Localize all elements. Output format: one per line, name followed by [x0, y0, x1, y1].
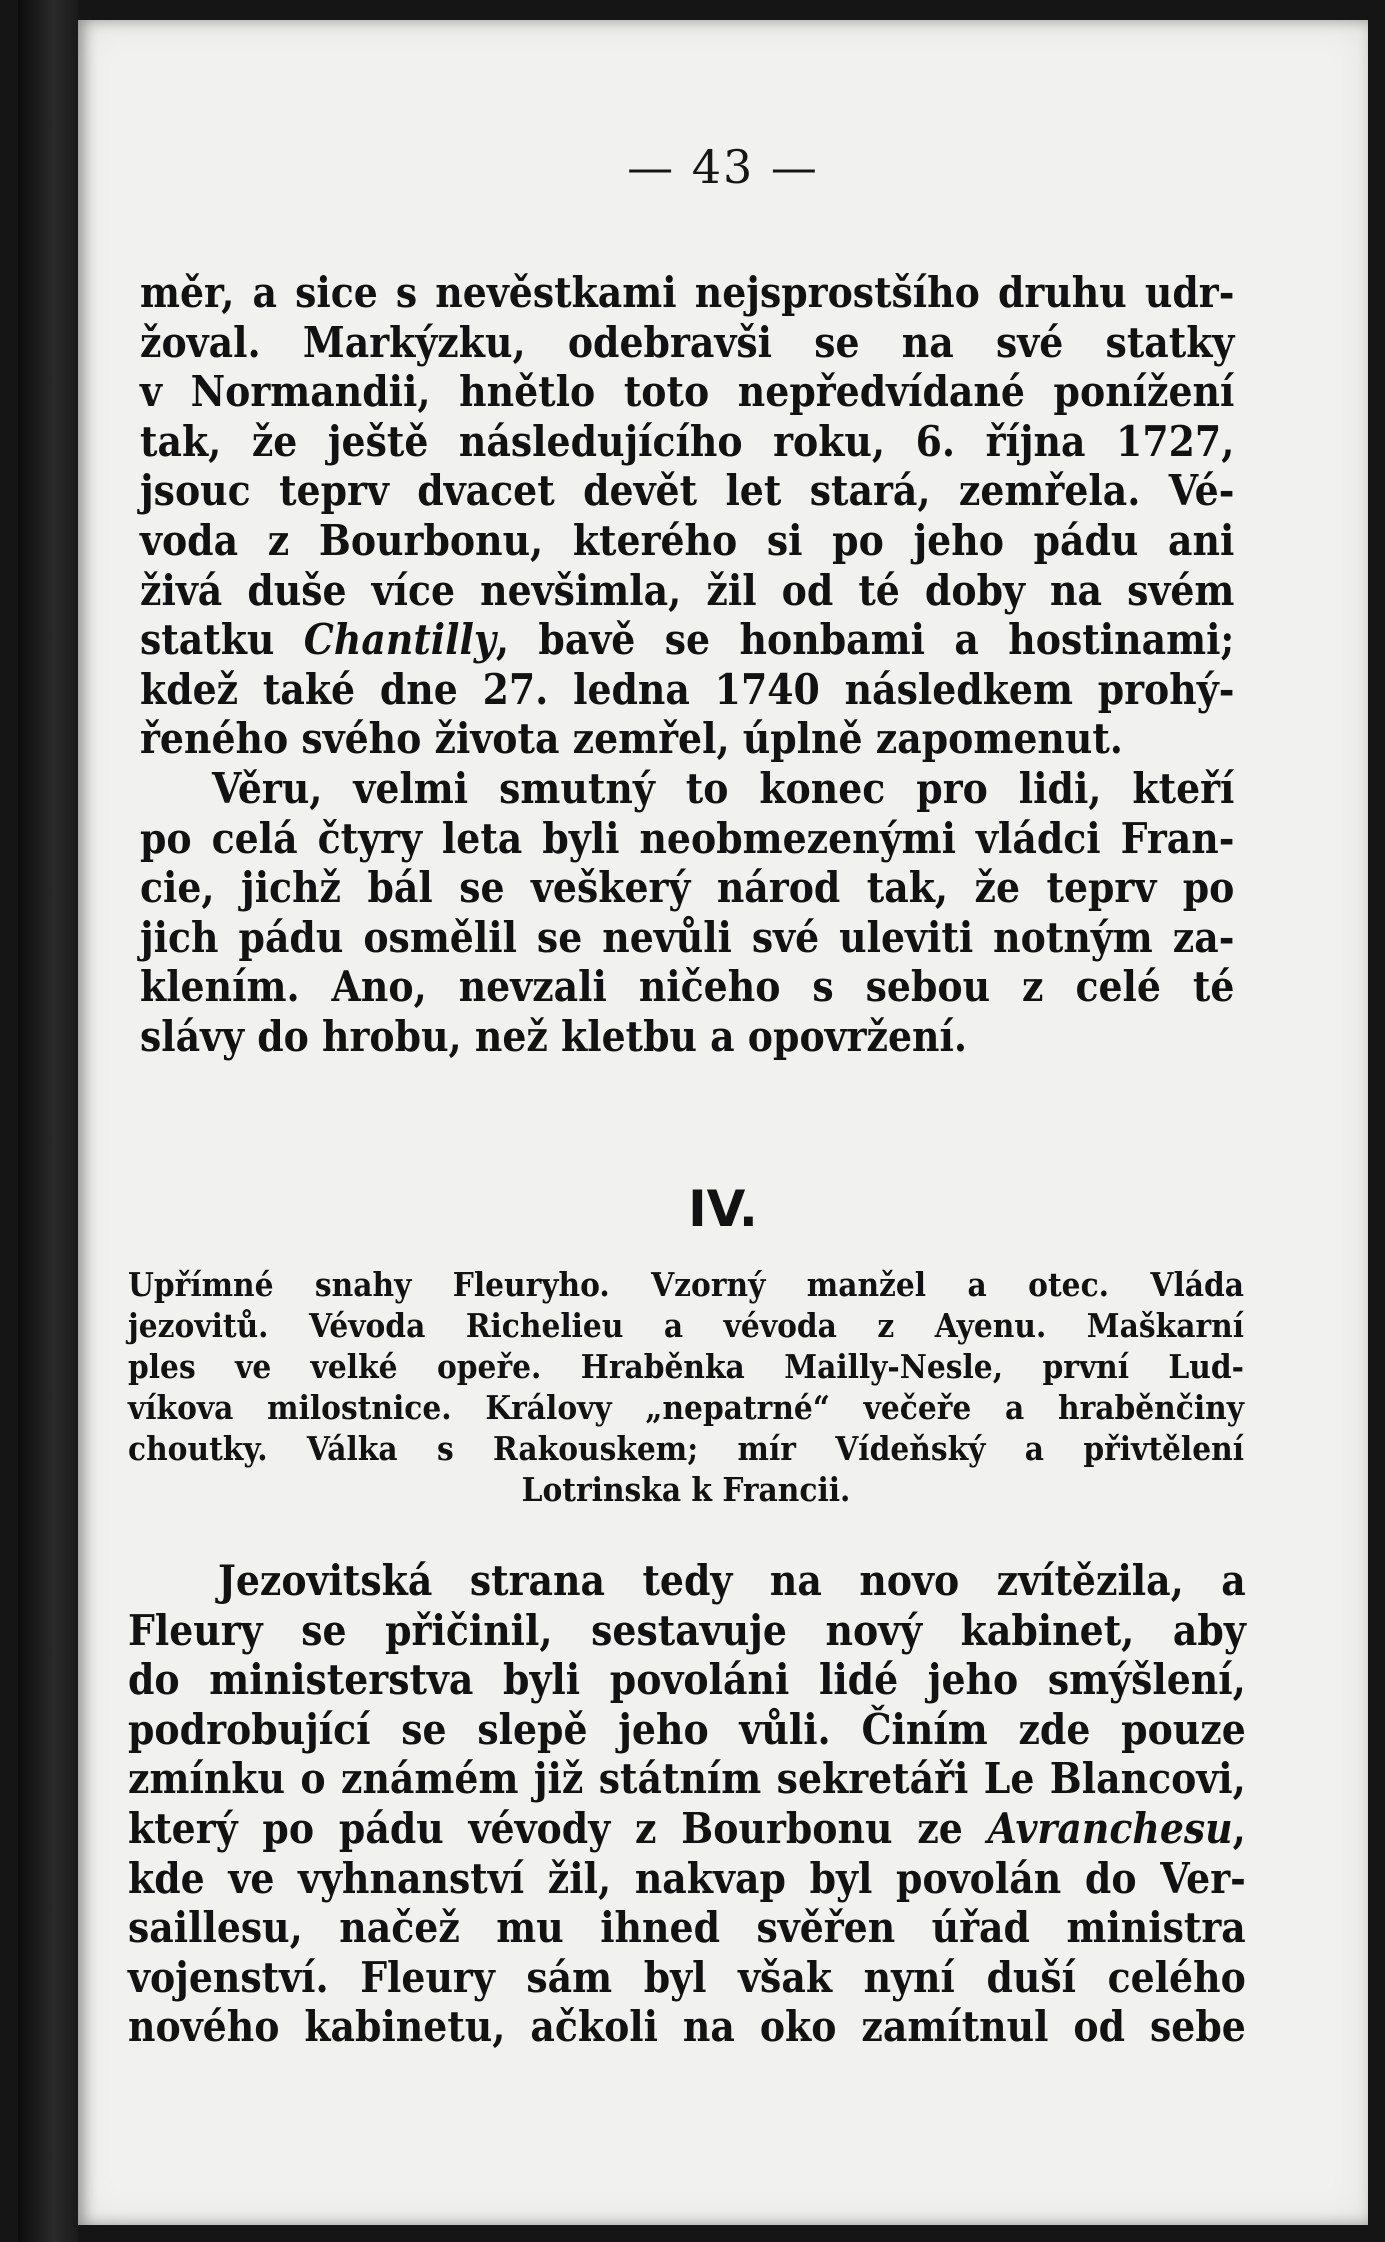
- page-number: — 43 —: [627, 140, 819, 194]
- text-line: do ministerstva byli povoláni lidé jeho smýšlení,: [128, 1655, 1246, 1705]
- book-page: [78, 20, 1368, 2225]
- text-line: nového kabinetu, ačkoli na oko zamítnul od sebe: [128, 2002, 1246, 2052]
- text-line: saillesu, načež mu ihned svěřen úřad ministra: [128, 1903, 1246, 1953]
- summary-line: Lotrinska k Francii.: [521, 1470, 851, 1509]
- chapter-summary: [128, 1264, 1244, 1510]
- book-spine-shadow: [18, 0, 78, 2242]
- paragraph-1: [140, 268, 1234, 1062]
- italic-place-name: Avranchesu: [987, 1803, 1233, 1853]
- text-line: slávy do hrobu, než kletbu a opovržení.: [140, 1011, 968, 1061]
- italic-place-name: Chantilly: [303, 615, 496, 665]
- text-line: vojenství. Fleury sám byl však nyní duší celého: [128, 1952, 1246, 2002]
- summary-line: Upřímné snahy Fleuryho. Vzorný manžel a otec. Vláda: [128, 1265, 1244, 1304]
- summary-line: jezovitů. Vévoda Richelieu a vévoda z Ayenu. Maškarní: [128, 1306, 1244, 1345]
- text-line: klením. Ano, nevzali ničeho s sebou z celé té: [140, 962, 1235, 1012]
- text-segment: který po pádu vévody z Bourbonu ze: [128, 1803, 988, 1853]
- text-line: po celá čtyry leta byli neobmezenými vládci Fran-: [140, 813, 1235, 863]
- text-line: [140, 615, 1234, 665]
- text-line: kdež také dne 27. ledna 1740 následkem prohý-: [140, 664, 1235, 714]
- text-line: jsouc teprv dvacet devět let stará, zemřela. Vé-: [140, 466, 1235, 516]
- text-line: tak, že ještě následujícího roku, 6. října 1727,: [140, 416, 1235, 466]
- text-segment: ,: [1232, 1803, 1246, 1853]
- summary-line: ples ve velké opeře. Hraběnka Mailly-Nesle, první Lud-: [128, 1347, 1244, 1386]
- text-line: žoval. Markýzku, odebravši se na své statky: [140, 317, 1235, 367]
- summary-line: víkova milostnice. Královy „nepatrné“ večeře a hraběnčiny: [128, 1388, 1244, 1427]
- text-segment: statku: [140, 615, 304, 665]
- text-segment: , bavě se honbami a hostinami;: [495, 615, 1235, 665]
- text-line: řeného svého života zemřel, úplně zapomenut.: [140, 714, 1123, 764]
- text-line: živá duše více nevšimla, žil od té doby na svém: [140, 565, 1235, 615]
- text-line: podrobující se slepě jeho vůli. Činím zde pouze: [128, 1704, 1246, 1754]
- summary-line: choutky. Válka s Rakouskem; mír Vídeňský a přivtělení: [128, 1429, 1244, 1468]
- text-line: voda z Bourbonu, kterého si po jeho pádu ani: [140, 515, 1235, 565]
- text-line: jich pádu osmělil se nevůli své uleviti notným za-: [140, 912, 1235, 962]
- text-line: Jezovitská strana tedy na novo zvítězila, a: [218, 1556, 1246, 1605]
- text-line: v Normandii, hnětlo toto nepředvídané ponížení: [140, 367, 1235, 417]
- text-line: zmínku o známém již státním sekretáři Le Blancovi,: [128, 1754, 1246, 1804]
- text-line: Věru, velmi smutný to konec pro lidi, kteří: [212, 763, 1235, 813]
- text-line: Fleury se přičinil, sestavuje nový kabinet, aby: [128, 1605, 1246, 1655]
- text-line: měr, a sice s nevěstkami nejsprostšího druhu udr-: [140, 268, 1235, 317]
- chapter-heading: IV.: [688, 1180, 758, 1238]
- text-line: [128, 1804, 1246, 1854]
- text-line: kde ve vyhnanství žil, nakvap byl povolán do Ver-: [128, 1853, 1246, 1903]
- text-line: cie, jichž bál se veškerý národ tak, že teprv po: [140, 863, 1235, 913]
- paragraph-2: [128, 1556, 1246, 2052]
